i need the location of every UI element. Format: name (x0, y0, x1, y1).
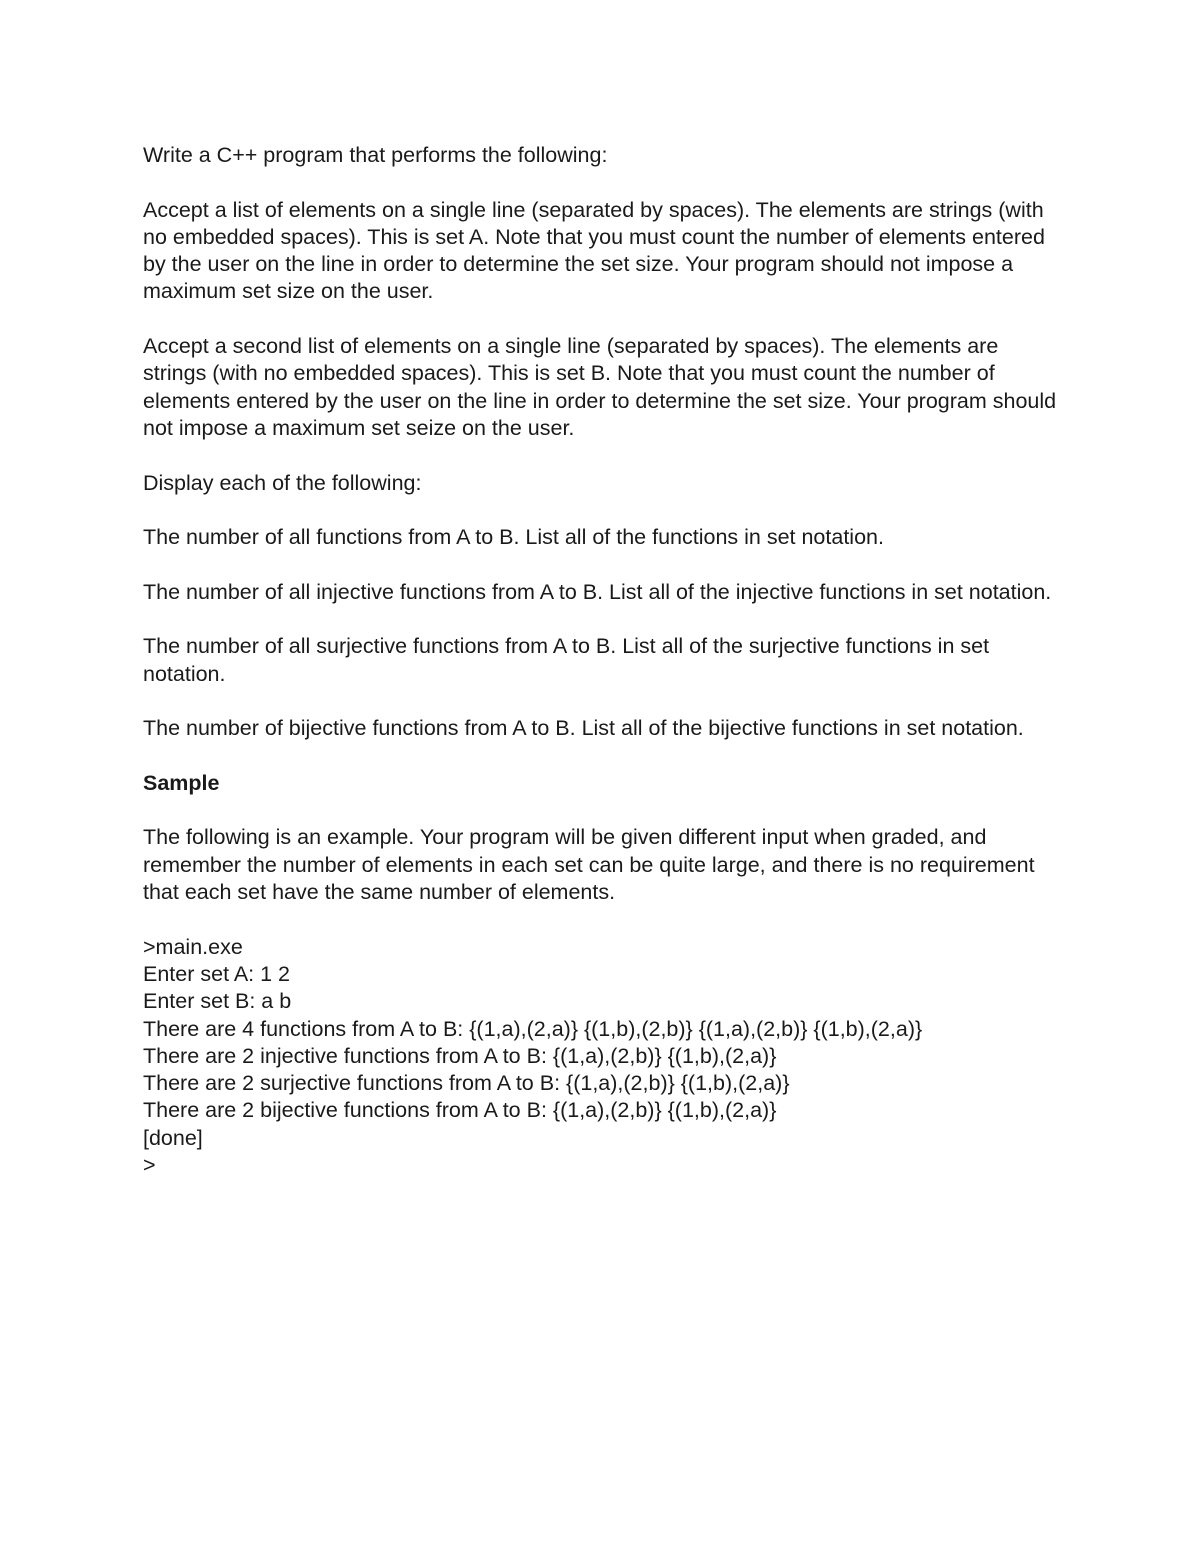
set-a-paragraph: Accept a list of elements on a single line (separated by spaces). The elements are strings (with no embedded spaces). This is set A. Note that you must count the number of elements entered by the user on the line in order to determine the set size. Your program should not impose a maximum set size on the user. (143, 197, 1045, 304)
display-paragraph: Display each of the following: (143, 470, 422, 495)
bijective-paragraph: The number of bijective functions from A to B. List all of the bijective functions in set notation. (143, 716, 1024, 741)
set-b-paragraph: Accept a second list of elements on a single line (separated by spaces). The elements are strings (with no embedded spaces). This is set B. Note that you must count the number of elements entered by the user on the line in order to determine the set size. Your program should not impose a maximum set seize on the user. (143, 334, 1057, 440)
sample-line: > (143, 1152, 156, 1177)
document-page (143, 142, 1058, 1179)
surjective-paragraph: The number of all surjective functions from A to B. List all of the surjective functions in set notation. (143, 634, 990, 686)
functions-paragraph: The number of all functions from A to B. List all of the functions in set notation. (143, 525, 884, 550)
sample-line: There are 2 bijective functions from A to B: {(1,a),(2,b)} {(1,b),(2,a)} (143, 1098, 777, 1123)
sample-line: >main.exe (143, 934, 243, 959)
sample-line: There are 4 functions from A to B: {(1,a),(2,a)} {(1,b),(2,b)} {(1,a),(2,b)} {(1,b),(2,a)} (143, 1016, 923, 1041)
sample-line: Enter set B: a b (143, 989, 292, 1014)
sample-output (143, 934, 1058, 1180)
sample-intro-paragraph: The following is an example. Your program will be given different input when graded, and remember the number of elements in each set can be quite large, and there is no requirement that each set have the same number of elements. (143, 825, 1035, 905)
sample-line: There are 2 surjective functions from A to B: {(1,a),(2,b)} {(1,b),(2,a)} (143, 1071, 790, 1096)
sample-line: Enter set A: 1 2 (143, 961, 291, 986)
sample-line: There are 2 injective functions from A to B: {(1,a),(2,b)} {(1,b),(2,a)} (143, 1043, 777, 1068)
injective-paragraph: The number of all injective functions from A to B. List all of the injective functions in set notation. (143, 579, 1052, 604)
intro-paragraph: Write a C++ program that performs the following: (143, 143, 608, 167)
sample-heading: Sample (143, 770, 220, 795)
sample-line: [done] (143, 1125, 203, 1150)
